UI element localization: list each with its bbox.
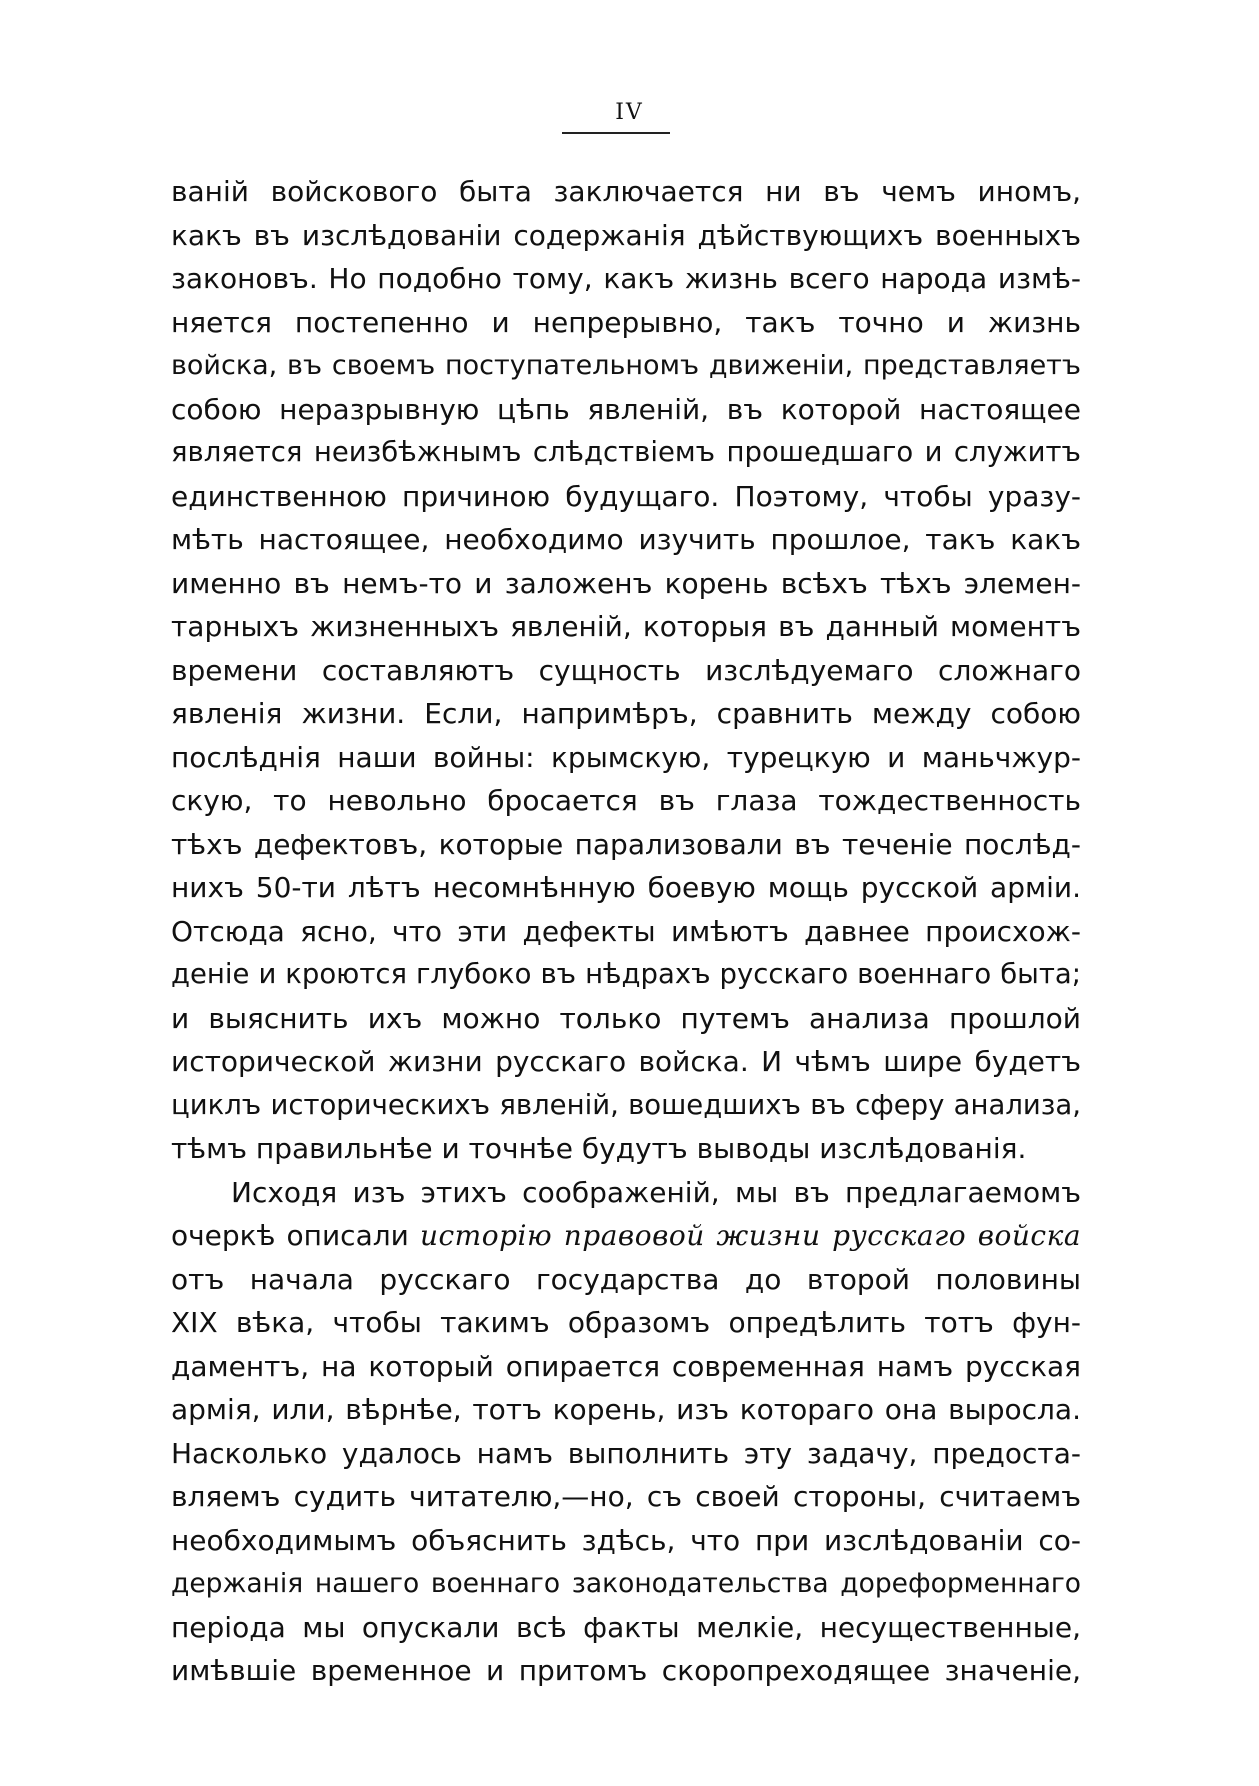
- paragraph-1: [171, 170, 1081, 1171]
- text-line: имѣвшіе временное и притомъ скоропреходящее значеніе,: [171, 1654, 1081, 1687]
- text-line: ваній войскового быта заключается ни въ чемъ иномъ,: [171, 175, 1081, 208]
- text-line: послѣднія наши войны: крымскую, турецкую и маньчжур-: [171, 740, 1081, 774]
- body-text: [171, 170, 1081, 1693]
- text-line: является неизбѣжнымъ слѣдствіемъ прошедшаго и служитъ: [171, 436, 1081, 468]
- text-line: явленія жизни. Если, напримѣръ, сравнить между собою: [171, 697, 1081, 730]
- text-line: тарныхъ жизненныхъ явленій, которыя въ данный моментъ: [171, 610, 1081, 643]
- text-line: тѣмъ правильнѣе и точнѣе будутъ выводы изслѣдованія.: [171, 1132, 1027, 1165]
- text-line: держанія нашего военнаго законодательства дореформеннаго: [171, 1568, 1081, 1599]
- text-line: отъ начала русскаго государства до второй половины: [171, 1262, 1081, 1296]
- text-line: единственною причиною будущаго. Поэтому, чтобы уразу-: [171, 479, 1081, 513]
- text-line: [171, 1214, 1081, 1258]
- text-line: деніе и кроются глубоко въ нѣдрахъ русскаго военнаго быта;: [171, 958, 1081, 990]
- text-line: времени составляютъ сущность изслѣдуемаго сложнаго: [171, 653, 1081, 687]
- header-rule: [562, 132, 670, 134]
- text-run: очеркѣ описали: [171, 1219, 420, 1252]
- text-line: исторической жизни русскаго войска. И чѣмъ шире будетъ: [171, 1045, 1081, 1078]
- text-line: няется постепенно и непрерывно, такъ точно и жизнь: [171, 305, 1081, 339]
- text-line: Исходя изъ этихъ соображеній, мы въ предлагаемомъ: [231, 1175, 1081, 1209]
- text-line: мѣть настоящее, необходимо изучить прошлое, такъ какъ: [171, 523, 1081, 556]
- text-line: XIX вѣка, чтобы такимъ образомъ опредѣлить тотъ фун-: [171, 1306, 1081, 1339]
- text-line: армія, или, вѣрнѣе, тотъ корень, изъ котораго она выросла.: [171, 1393, 1081, 1426]
- text-line: вляемъ судить читателю,—но, съ своей стороны, считаемъ: [171, 1480, 1081, 1513]
- text-line: циклъ историческихъ явленій, вошедшихъ въ сферу анализа,: [171, 1088, 1081, 1121]
- page-number: IV: [615, 100, 644, 125]
- text-line: именно въ немъ-то и заложенъ корень всѣхъ тѣхъ элемен-: [171, 566, 1081, 600]
- text-line: скую, то невольно бросается въ глаза тождественность: [171, 784, 1081, 817]
- text-line: собою неразрывную цѣпь явленій, въ которой настоящее: [171, 392, 1081, 426]
- text-line: тѣхъ дефектовъ, которые парализовали въ теченіе послѣд-: [171, 827, 1081, 861]
- text-line: Отсюда ясно, что эти дефекты имѣютъ давнее происхож-: [171, 914, 1081, 948]
- text-line: даментъ, на который опирается современная намъ русская: [171, 1349, 1081, 1383]
- text-line: періода мы опускали всѣ факты мелкіе, несущественные,: [171, 1610, 1081, 1644]
- italic-emphasis: исторію правовой жизни русскаго войска: [419, 1219, 1081, 1252]
- text-line: законовъ. Но подобно тому, какъ жизнь всего народа измѣ-: [171, 262, 1081, 295]
- text-line: необходимымъ объяснить здѣсь, что при изслѣдованіи со-: [171, 1523, 1081, 1557]
- text-line: какъ въ изслѣдованіи содержанія дѣйствующихъ военныхъ: [171, 218, 1081, 252]
- text-line: нихъ 50-ти лѣтъ несомнѣнную боевую мощь русской арміи.: [171, 871, 1081, 904]
- paragraph-2: [171, 1171, 1081, 1693]
- text-line: Насколько удалось намъ выполнить эту задачу, предоста-: [171, 1436, 1081, 1470]
- text-line: и выяснить ихъ можно только путемъ анализа прошлой: [171, 1001, 1081, 1035]
- text-line: войска, въ своемъ поступательномъ движеніи, представляетъ: [171, 350, 1081, 381]
